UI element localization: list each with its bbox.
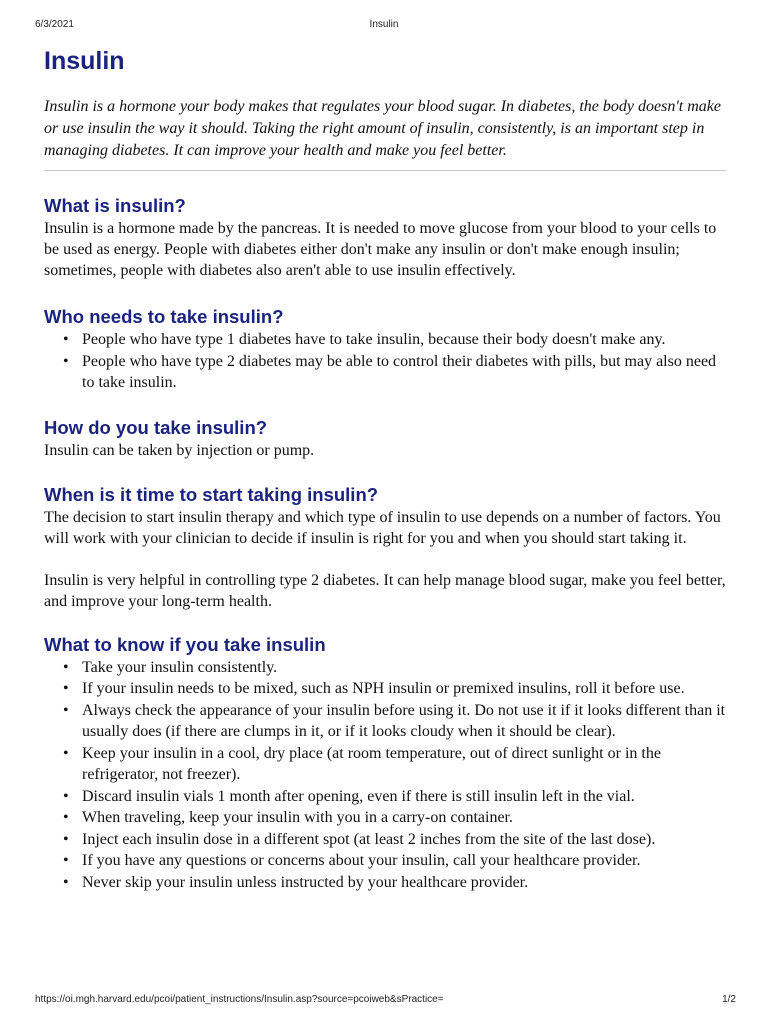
section-heading: What is insulin?: [44, 195, 186, 216]
section-paragraph: The decision to start insulin therapy and which type of insulin to use depends on a number of factors. You will work with your clinician to decide if insulin is right for you and when you should start taking it.: [44, 508, 721, 547]
list-item-text: Take your insulin consistently.: [82, 658, 278, 676]
bullet-icon: •: [63, 680, 69, 697]
section-paragraph: Insulin is a hormone made by the pancreas. It is needed to move glucose from your blood to your cells to be used as energy. People with diabetes either don't make any insulin or don't make enough insulin; sometimes, people with diabetes also aren't able to use insulin effectively.: [44, 220, 717, 279]
list-item-text: Never skip your insulin unless instructed by your healthcare provider.: [82, 873, 529, 891]
bullet-list: [44, 329, 728, 394]
print-header: [0, 0, 768, 30]
bullet-icon: •: [63, 331, 69, 348]
section-who-needs-insulin: [44, 305, 728, 394]
bullet-icon: •: [63, 873, 69, 891]
section-heading: Who needs to take insulin?: [44, 306, 284, 327]
print-page-title: Insulin: [369, 19, 399, 30]
section-divider: [44, 170, 726, 171]
section-what-to-know: [44, 633, 728, 894]
list-item: [44, 351, 728, 394]
list-item: [44, 678, 728, 700]
page-number: 1/2: [722, 994, 736, 1005]
section-what-is-insulin: [44, 194, 728, 281]
section-heading: How do you take insulin?: [44, 416, 268, 438]
section-paragraph: Insulin can be taken by injection or pump.: [44, 441, 315, 459]
bullet-icon: •: [63, 744, 69, 762]
bullet-icon: •: [63, 830, 69, 848]
bullet-icon: •: [63, 809, 69, 826]
list-item: [44, 657, 728, 679]
list-item: [44, 329, 728, 351]
page-title: Insulin: [44, 47, 125, 75]
bullet-icon: •: [63, 352, 69, 370]
list-item-text: Inject each insulin dose in a different spot (at least 2 inches from the site of the last dose).: [82, 830, 656, 848]
section-heading: When is it time to start taking insulin?: [44, 483, 379, 505]
bullet-icon: •: [63, 787, 69, 805]
list-item: [44, 743, 728, 786]
bullet-icon: •: [63, 852, 69, 869]
list-item: [44, 872, 728, 894]
section-heading: What to know if you take insulin: [44, 633, 326, 655]
print-date: 6/3/2021: [35, 19, 74, 30]
list-item-text: When traveling, keep your insulin with you in a carry-on container.: [82, 809, 513, 826]
document-content: [44, 44, 728, 893]
list-item: [44, 786, 728, 808]
list-item-text: People who have type 1 diabetes have to take insulin, because their body doesn't make any.: [82, 331, 666, 348]
bullet-icon: •: [63, 658, 69, 676]
list-item-text: Keep your insulin in a cool, dry place (at room temperature, out of direct sunlight or in the refrigerator, not freezer).: [82, 744, 661, 783]
list-item: [44, 807, 728, 829]
list-item: [44, 829, 728, 851]
section-when-to-start-insulin: [44, 483, 728, 612]
section-how-to-take-insulin: [44, 416, 728, 461]
list-item: [44, 700, 728, 743]
section-paragraph: Insulin is very helpful in controlling type 2 diabetes. It can help manage blood sugar, make you feel better, and improve your long-term health.: [44, 571, 726, 610]
bullet-icon: •: [63, 701, 69, 719]
list-item-text: If your insulin needs to be mixed, such as NPH insulin or premixed insulins, roll it before use.: [82, 680, 685, 697]
list-item-text: If you have any questions or concerns about your insulin, call your healthcare provider.: [82, 852, 641, 869]
source-url: https://oi.mgh.harvard.edu/pcoi/patient_instructions/Insulin.asp?source=pcoiweb&sPractice=: [35, 994, 444, 1005]
list-item-text: People who have type 2 diabetes may be able to control their diabetes with pills, but may also need to take insulin.: [82, 352, 717, 391]
intro-paragraph: Insulin is a hormone your body makes that regulates your blood sugar. In diabetes, the body doesn't make or use insulin the way it should. Taking the right amount of insulin, consistently, is an important step in managing diabetes. It can improve your health and make you feel better.: [44, 98, 721, 159]
list-item-text: Discard insulin vials 1 month after opening, even if there is still insulin left in the vial.: [82, 787, 635, 805]
bullet-list: [44, 657, 728, 894]
list-item-text: Always check the appearance of your insulin before using it. Do not use it if it looks different than it usually does (if there are clumps in it, or if it looks cloudy when it should be clear).: [82, 701, 726, 740]
list-item: [44, 850, 728, 872]
